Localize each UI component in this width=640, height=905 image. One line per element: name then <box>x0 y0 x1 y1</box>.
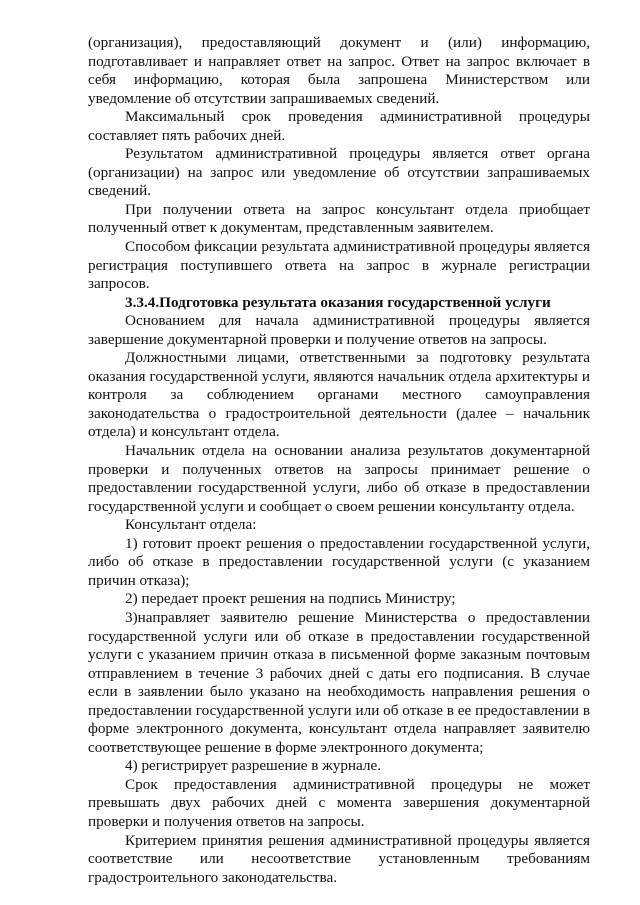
paragraph-max-duration: Максимальный срок проведения административной процедуры составляет пять рабочих дней. <box>88 108 590 144</box>
paragraph-attach-response: При получении ответа на запрос консультант отдела приобщает полученный ответ к документам, представленным заявителем. <box>88 200 590 237</box>
paragraph-procedure-term: Срок предоставления административной процедуры не может превышать двух рабочих дней с момента завершения документарной проверки и получения ответов на запросы. <box>88 775 590 830</box>
paragraph-response-to-request: (организация), предоставляющий документ и (или) информацию, подготавливает и направляет ответ на запрос. Ответ на запрос включает в себя информацию, которая была запрошена Министерством или уведомление об отсутствии запрашиваемых сведений. <box>88 34 590 107</box>
list-item-4-register-permit: 4) регистрирует разрешение в журнале. <box>125 757 382 775</box>
paragraph-head-decision: Начальник отдела на основании анализа результатов документарной проверки и полученных ответов на запросы принимает решение о предоставлении государственной услуги, либо об отказе в предоставлении государственной услуги и сообщает о своем решении консультанту отдела. <box>88 442 590 515</box>
list-item-2-submit-draft: 2) передает проект решения на подпись Министру; <box>125 590 456 608</box>
list-item-1-prepare-draft: 1) готовит проект решения о предоставлении государственной услуги, либо об отказе в предоставлении государственной услуги (с указанием причин отказа); <box>88 534 590 589</box>
list-item-3-send-decision: 3)направляет заявителю решение Министерства о предоставлении государственной услуги или об отказе в предоставлении государственной услуги с указанием причин отказа в письменной форме заказным почтовым отправлением в течение 3 рабочих дней с даты его подписания. В случае если в заявлении было указано на необходимость направления решения о предоставлении государственной услуги или об отказе в ее предоставлении в форме электронного документа, консультант отдела направляет заявителю соответствующее решение в форме электронного документа; <box>88 608 590 756</box>
paragraph-decision-criterion: Критерием принятия решения административной процедуры является соответствие или несоответствие установленным требованиям градостроительного законодательства. <box>88 831 590 886</box>
paragraph-procedure-basis: Основанием для начала административной процедуры является завершение документарной проверки и получение ответов на запросы. <box>88 312 590 348</box>
section-heading-3-3-4: 3.3.4.Подготовка результата оказания государственной услуги <box>125 293 551 311</box>
document-body <box>88 34 590 887</box>
paragraph-fixation-method: Способом фиксации результата административной процедуры является регистрация поступившего ответа на запрос в журнале регистрации запросов. <box>88 238 590 293</box>
paragraph-consultant-intro: Консультант отдела: <box>125 516 257 534</box>
paragraph-procedure-result: Результатом административной процедуры является ответ органа (организации) на запрос или уведомление об отсутствии запрашиваемых сведений. <box>88 145 590 200</box>
paragraph-responsible-officials: Должностными лицами, ответственными за подготовку результата оказания государственной услуги, являются начальник отдела архитектуры и контроля за соблюдением органами местного самоуправления законодательства о градостроительной деятельности (далее – начальник отдела) и консультант отдела. <box>88 349 590 441</box>
